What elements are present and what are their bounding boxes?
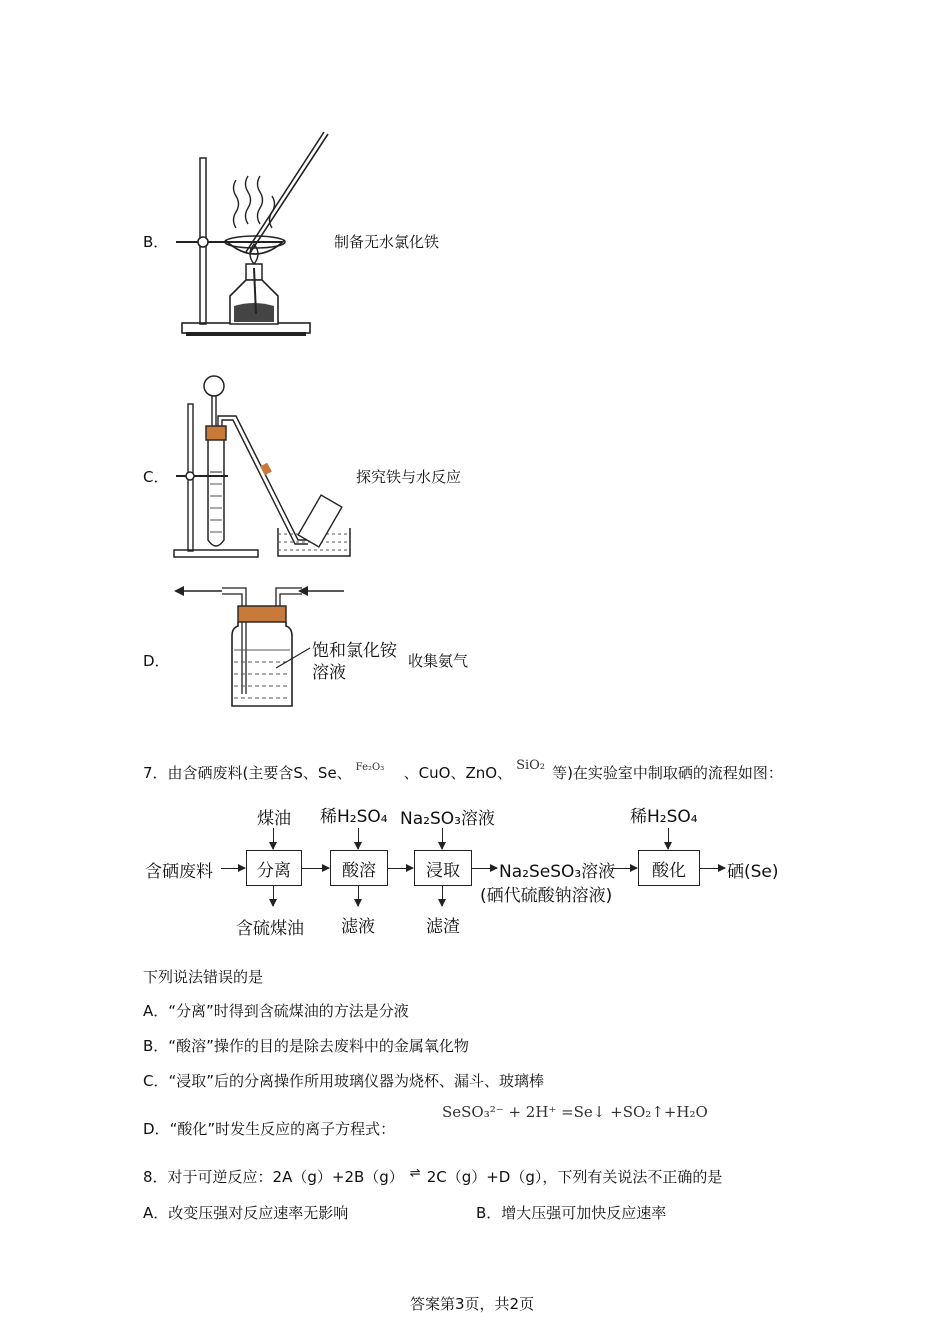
reversible-arrow-icon: ⇌ (409, 1166, 421, 1181)
flow-box-leach: 浸取 (414, 850, 472, 886)
option-c-letter: C． (143, 468, 169, 486)
flow-arrow (387, 868, 413, 869)
q7-question: 下列说法错误的是 (143, 968, 264, 986)
flow-arrow (358, 828, 359, 849)
flow-out-residue: 滤渣 (426, 917, 460, 937)
q7-choice-d: D．“酸化”时发生反应的离子方程式： (143, 1120, 396, 1138)
q8-choice-b: B．增大压强可加快反应速率 (476, 1204, 667, 1222)
flow-arrow (699, 868, 725, 869)
option-c-text: 探究铁与水反应 (356, 468, 462, 486)
flow-arrow (668, 828, 669, 849)
q7-stem-part1: 7．由含硒废料(主要含S、Se、 (143, 764, 352, 782)
flow-box-acid-dissolve: 酸溶 (330, 850, 388, 886)
flow-product: 硒(Se) (727, 862, 779, 882)
page-footer: 答案第3页，共2页 (410, 1295, 535, 1313)
anhydrous-fecl3-apparatus (172, 128, 322, 343)
option-b-text: 制备无水氯化铁 (334, 233, 440, 251)
flow-box-separation: 分离 (246, 850, 302, 886)
q7-choice-b: B．“酸溶”操作的目的是除去废料中的金属氧化物 (143, 1037, 469, 1055)
figure-label-saturated: 饱和氯化铵 (312, 641, 397, 661)
q8-choice-a: A．改变压强对反应速率无影响 (143, 1204, 349, 1222)
q7-stem-part3: 等)在实验室中制取硒的流程如图： (552, 764, 783, 782)
q7-fe2o3: Fe₂O₃ (355, 762, 385, 773)
flow-arrow (221, 868, 245, 869)
flow-intermediate: Na₂SeSO₃溶液 (499, 862, 616, 882)
q7-stem-part2: 、CuO、ZnO、 (403, 764, 513, 782)
flow-arrow (442, 886, 443, 906)
iron-water-reaction-apparatus (170, 372, 360, 562)
flow-out-filtrate: 滤液 (341, 917, 375, 937)
flow-reagent-h2so4: 稀H₂SO₄ (320, 807, 388, 827)
q7-choice-a: A．“分离”时得到含硫煤油的方法是分液 (143, 1002, 409, 1020)
q8-stem-part1: 8．对于可逆反应：2A（g）+2B（g） (143, 1168, 404, 1186)
option-d-letter: D． (143, 652, 170, 670)
flow-arrow (358, 886, 359, 906)
q7-sio2: SiO₂ (516, 758, 545, 773)
option-b-letter: B． (143, 233, 169, 251)
q7-ion-equation: SeSO₃²⁻ + 2H⁺ =Se↓ +SO₂↑+H₂O (442, 1103, 708, 1121)
flow-arrow (611, 868, 637, 869)
option-d-text: 收集氨气 (408, 652, 469, 670)
q7-choice-c: C．“浸取”后的分离操作所用玻璃仪器为烧杯、漏斗、玻璃棒 (143, 1072, 545, 1090)
flow-reagent-kerosene: 煤油 (257, 809, 291, 829)
flow-input: 含硒废料 (145, 862, 213, 882)
flow-arrow (273, 828, 274, 849)
flow-box-acidify: 酸化 (638, 850, 700, 886)
q8-stem-part2: 2C（g）+D（g），下列有关说法不正确的是 (426, 1168, 723, 1186)
flow-reagent-h2so4-2: 稀H₂SO₄ (630, 807, 698, 827)
q7-stem (143, 758, 783, 783)
q8-stem (143, 1166, 722, 1187)
flow-arrow (301, 868, 329, 869)
flow-reagent-na2so3: Na₂SO₃溶液 (400, 809, 495, 829)
flow-arrow (471, 868, 497, 869)
flow-arrow (273, 886, 274, 906)
gas-collection-bottle (172, 582, 397, 712)
flow-arrow (442, 828, 443, 849)
flow-out-sulfur-kerosene: 含硫煤油 (236, 919, 304, 939)
flow-intermediate-note: (硒代硫酸钠溶液) (480, 886, 613, 906)
figure-label-solution: 溶液 (312, 663, 346, 683)
